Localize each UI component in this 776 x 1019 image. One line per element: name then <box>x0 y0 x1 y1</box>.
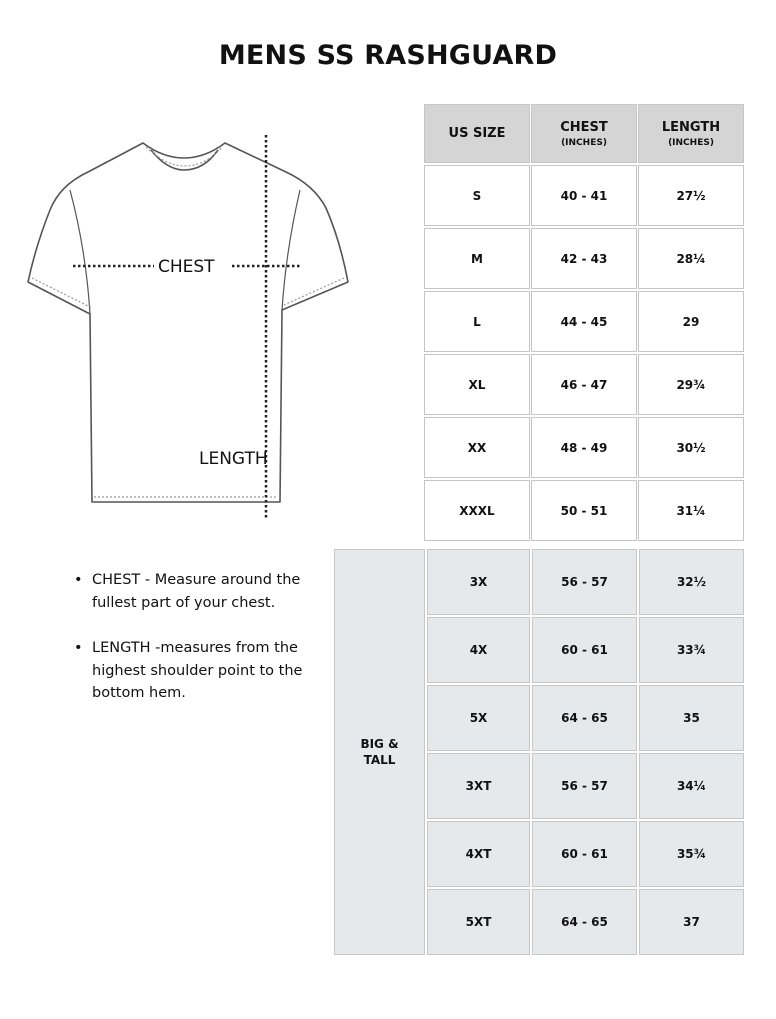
chest-cell: 56 - 57 <box>532 549 637 615</box>
note-length <box>74 637 324 705</box>
bullet-icon: • <box>74 572 83 588</box>
header-length <box>638 104 744 163</box>
bullet-icon: • <box>74 640 83 656</box>
size-cell: S <box>424 165 530 226</box>
chest-cell: 64 - 65 <box>532 889 637 955</box>
length-cell: 27½ <box>638 165 744 226</box>
big-tall-label <box>334 549 425 955</box>
size-cell: M <box>424 228 530 289</box>
size-cell: 5X <box>427 685 530 751</box>
chest-cell: 60 - 61 <box>532 617 637 683</box>
chest-cell: 40 - 41 <box>531 165 637 226</box>
note-chest <box>74 569 324 614</box>
length-cell: 35¾ <box>639 821 744 887</box>
note-length-text: LENGTH -measures from the highest shoulder point to the bottom hem. <box>92 640 303 701</box>
chest-cell: 46 - 47 <box>531 354 637 415</box>
big-tall-label-text: BIG & TALL <box>360 737 399 767</box>
chest-cell: 42 - 43 <box>531 228 637 289</box>
size-cell: 5XT <box>427 889 530 955</box>
chest-cell: 44 - 45 <box>531 291 637 352</box>
length-cell: 31¼ <box>638 480 744 541</box>
header-chest-label: CHEST <box>560 119 608 135</box>
note-chest-text: CHEST - Measure around the fullest part of your chest. <box>92 572 301 611</box>
size-cell: 3XT <box>427 753 530 819</box>
chest-cell: 48 - 49 <box>531 417 637 478</box>
measurement-notes <box>74 569 324 728</box>
header-length-label: LENGTH <box>661 119 721 135</box>
header-length-unit: (INCHES) <box>668 137 714 148</box>
chest-cell: 50 - 51 <box>531 480 637 541</box>
size-cell: L <box>424 291 530 352</box>
size-cell: XL <box>424 354 530 415</box>
length-measure-label: LENGTH <box>199 449 268 469</box>
length-cell: 29 <box>638 291 744 352</box>
chest-cell: 64 - 65 <box>532 685 637 751</box>
header-chest-unit: (INCHES) <box>561 137 607 148</box>
length-cell: 32½ <box>639 549 744 615</box>
length-cell: 37 <box>639 889 744 955</box>
size-cell: XXXL <box>424 480 530 541</box>
length-cell: 34¼ <box>639 753 744 819</box>
chest-cell: 60 - 61 <box>532 821 637 887</box>
length-cell: 33¾ <box>639 617 744 683</box>
header-us-size <box>424 104 530 163</box>
length-cell: 28¼ <box>638 228 744 289</box>
length-cell: 30½ <box>638 417 744 478</box>
size-cell: XX <box>424 417 530 478</box>
page-title: MENS SS RASHGUARD <box>218 40 558 71</box>
size-cell: 3X <box>427 549 530 615</box>
tshirt-diagram <box>20 130 360 525</box>
chest-measure-label: CHEST <box>158 257 215 277</box>
header-us-size-label: US SIZE <box>448 126 506 141</box>
length-cell: 29¾ <box>638 354 744 415</box>
size-cell: 4X <box>427 617 530 683</box>
size-cell: 4XT <box>427 821 530 887</box>
chest-cell: 56 - 57 <box>532 753 637 819</box>
length-cell: 35 <box>639 685 744 751</box>
header-chest <box>531 104 637 163</box>
